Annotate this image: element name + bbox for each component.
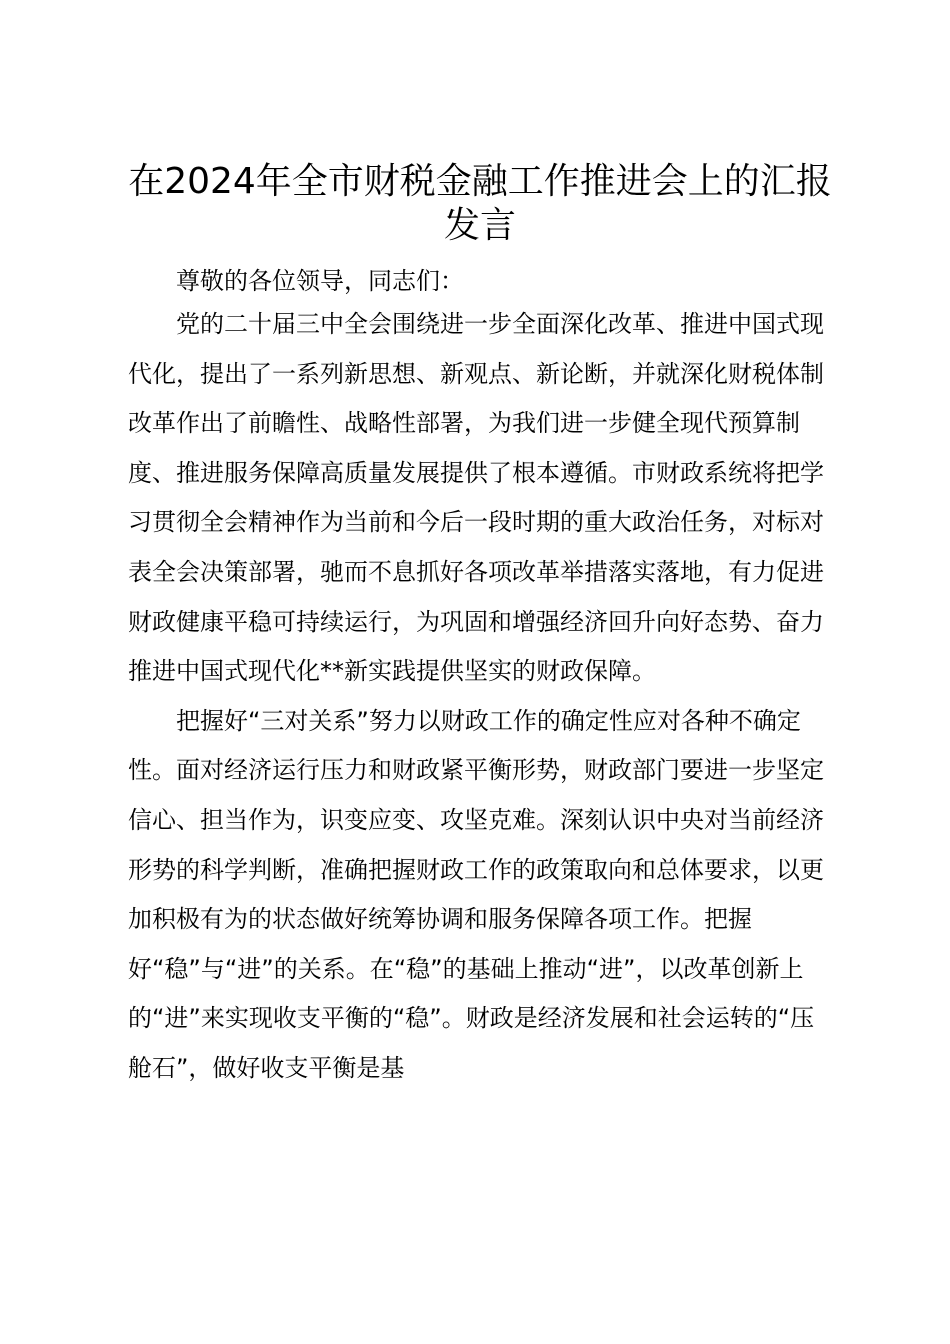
body-paragraph-2: 把握好“三对关系”努力以财政工作的确定性应对各种不确定性。面对经济运行压力和财政紧平衡形势，财政部门要进一步坚定信心、担当作为，识变应变、攻坚克难。深刻认识中央对当前经济形势的科学判断，准确把握财政工作的政策取向和总体要求，以更加积极有为的状态做好统筹协调和服务保障各项工作。把握好“稳”与“进”的关系。在“稳”的基础上推动“进”，以改革创新上的“进”来实现收支平衡的“稳”。财政是经济发展和社会运转的“压舱石”，做好收支平衡是基 [128, 706, 824, 1082]
salutation: 尊敬的各位领导，同志们： [176, 267, 464, 295]
title-line-1: 在2024年全市财税金融工作推进会上的汇报 [128, 161, 832, 202]
title-line-2: 发言 [443, 205, 516, 246]
document-title [128, 160, 832, 248]
body-paragraph-1: 党的二十届三中全会围绕进一步全面深化改革、推进中国式现代化，提出了一系列新思想、新观点、新论断，并就深化财税体制改革作出了前瞻性、战略性部署，为我们进一步健全现代预算制度、推进服务保障高质量发展提供了根本遵循。市财政系统将把学习贯彻全会精神作为当前和今后一段时期的重大政治任务，对标对表全会决策部署，驰而不息抓好各项改革举措落实落地，有力促进财政健康平稳可持续运行，为巩固和增强经济回升向好态势、奋力推进中国式现代化**新实践提供坚实的财政保障。 [128, 310, 824, 686]
document-page [128, 160, 832, 1094]
